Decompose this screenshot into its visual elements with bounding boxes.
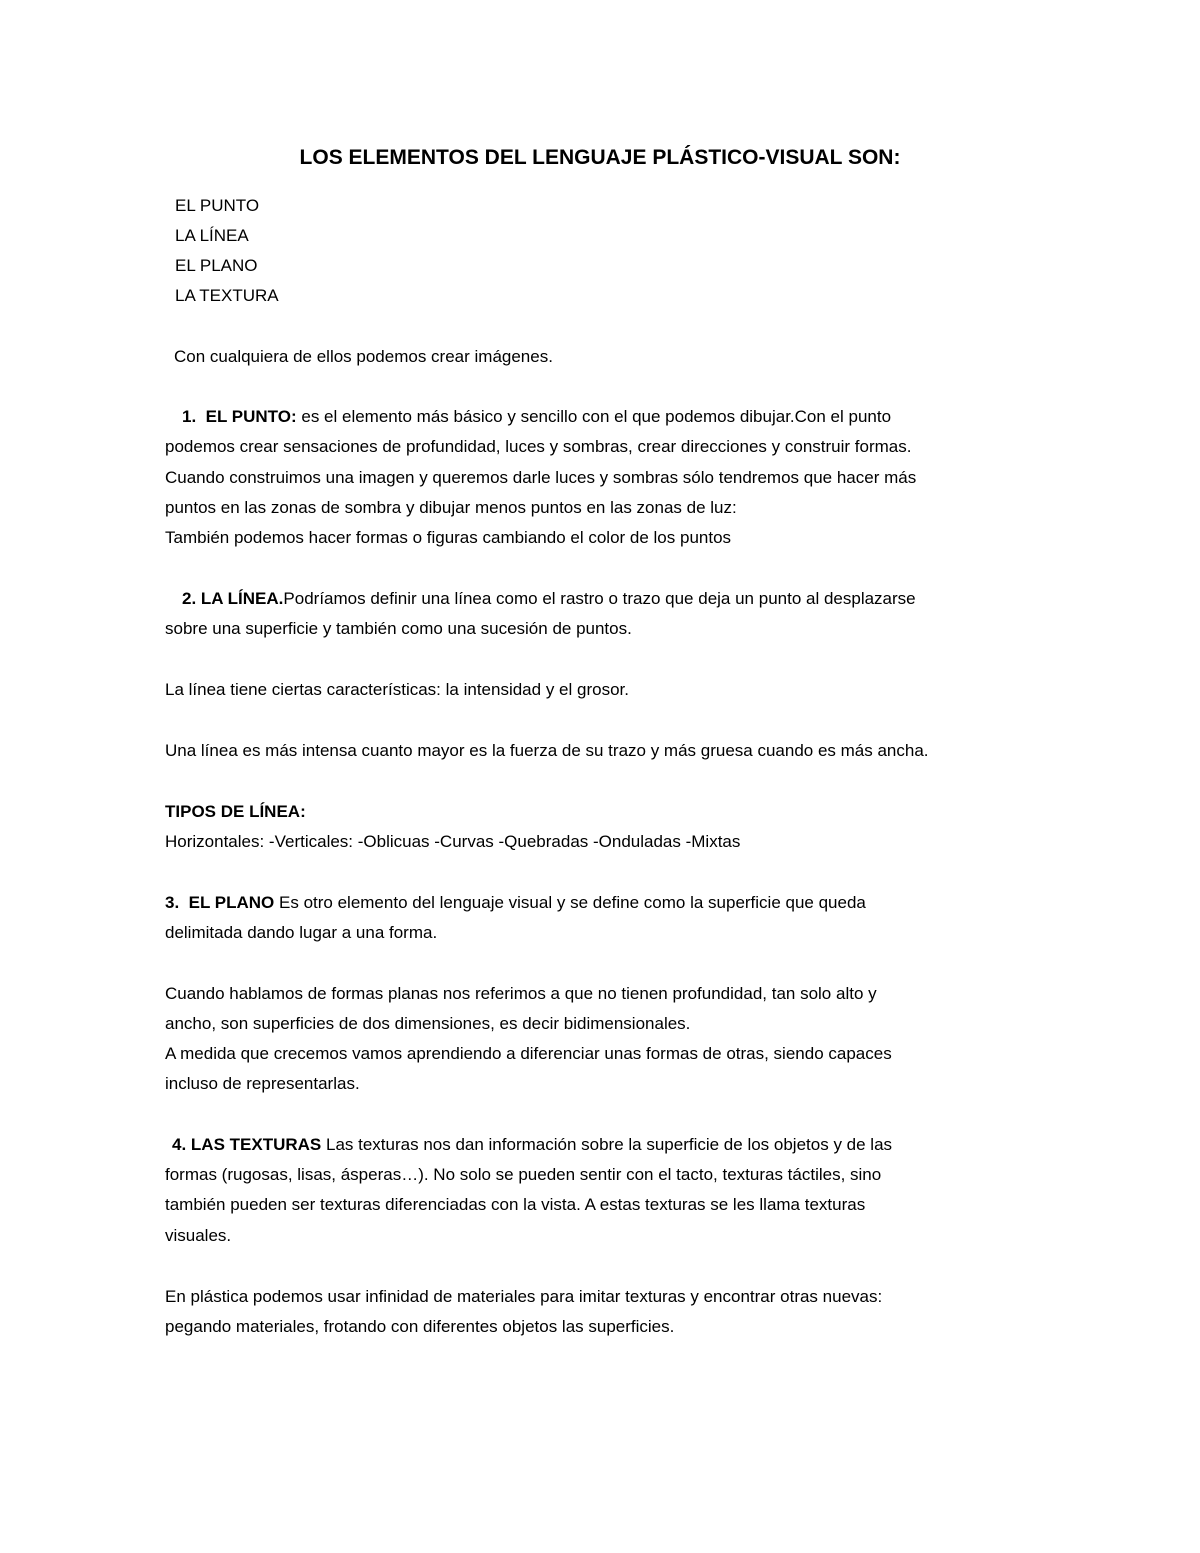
section-heading-linea: LA LÍNEA.	[200, 589, 284, 608]
section-punto-line: También podemos hacer formas o figuras cambiando el color de los puntos	[165, 528, 732, 547]
list-item-textura: LA TEXTURA	[175, 286, 279, 305]
list-item-linea: LA LÍNEA	[175, 226, 249, 245]
page-title: LOS ELEMENTOS DEL LENGUAJE PLÁSTICO-VISUAL SON:	[299, 146, 901, 169]
section-plano-line: delimitada dando lugar a una forma.	[165, 923, 438, 942]
section-punto-line: puntos en las zonas de sombra y dibujar menos puntos en las zonas de luz:	[165, 498, 737, 517]
section-texturas-line: En plástica podemos usar infinidad de materiales para imitar texturas y encontrar otras nuevas:	[165, 1287, 883, 1306]
section-punto-line: podemos crear sensaciones de profundidad, luces y sombras, crear direcciones y construir formas.	[165, 437, 912, 456]
section-text: Es otro elemento del lenguaje visual y se define como la superficie que queda	[274, 893, 866, 912]
section-number: 1.	[182, 407, 197, 426]
section-number: 4.	[172, 1135, 187, 1154]
section-linea-paragraph: La línea tiene ciertas características: la intensidad y el grosor.	[165, 680, 629, 699]
section-linea-paragraph: Una línea es más intensa cuanto mayor es la fuerza de su trazo y más gruesa cuando es más ancha.	[165, 741, 929, 760]
list-item-punto: EL PUNTO	[175, 196, 260, 215]
section-heading-texturas: LAS TEXTURAS	[190, 1135, 322, 1154]
section-text: Podríamos definir una línea como el rastro o trazo que deja un punto al desplazarse	[283, 589, 916, 608]
tipos-heading: TIPOS DE LÍNEA:	[165, 802, 306, 821]
section-plano-line: Cuando hablamos de formas planas nos referimos a que no tienen profundidad, tan solo alto y	[165, 984, 877, 1003]
section-texturas-line: formas (rugosas, lisas, ásperas…). No solo se pueden sentir con el tacto, texturas táctiles, sino	[165, 1165, 882, 1184]
section-plano-first-line	[165, 892, 866, 914]
intro-text: Con cualquiera de ellos podemos crear imágenes.	[174, 347, 553, 366]
section-number: 2.	[182, 589, 197, 608]
section-number: 3.	[165, 893, 180, 912]
list-item-plano: EL PLANO	[175, 256, 258, 275]
section-linea-line: sobre una superficie y también como una sucesión de puntos.	[165, 619, 632, 638]
section-linea-first-line	[182, 588, 916, 610]
section-plano-line: A medida que crecemos vamos aprendiendo a diferenciar unas formas de otras, siendo capaces	[165, 1044, 892, 1063]
section-plano-line: incluso de representarlas.	[165, 1074, 360, 1093]
section-punto-line: Cuando construimos una imagen y queremos darle luces y sombras sólo tendremos que hacer más	[165, 468, 917, 487]
section-texturas-line: también pueden ser texturas diferenciadas con la vista. A estas texturas se les llama texturas	[165, 1195, 866, 1214]
section-texturas-line: pegando materiales, frotando con diferentes objetos las superficies.	[165, 1317, 675, 1336]
section-heading-plano: EL PLANO	[188, 893, 275, 912]
tipos-list: Horizontales: -Verticales: -Oblicuas -Curvas -Quebradas -Onduladas -Mixtas	[165, 832, 741, 851]
section-punto-first-line	[182, 406, 891, 428]
section-text: Las texturas nos dan información sobre la superficie de los objetos y de las	[321, 1135, 893, 1154]
section-plano-line: ancho, son superficies de dos dimensiones, es decir bidimensionales.	[165, 1014, 691, 1033]
section-text: es el elemento más básico y sencillo con el que podemos dibujar.Con el punto	[296, 407, 892, 426]
section-texturas-first-line	[172, 1134, 892, 1156]
section-heading-punto: EL PUNTO:	[205, 407, 297, 426]
section-texturas-line: visuales.	[165, 1226, 232, 1245]
